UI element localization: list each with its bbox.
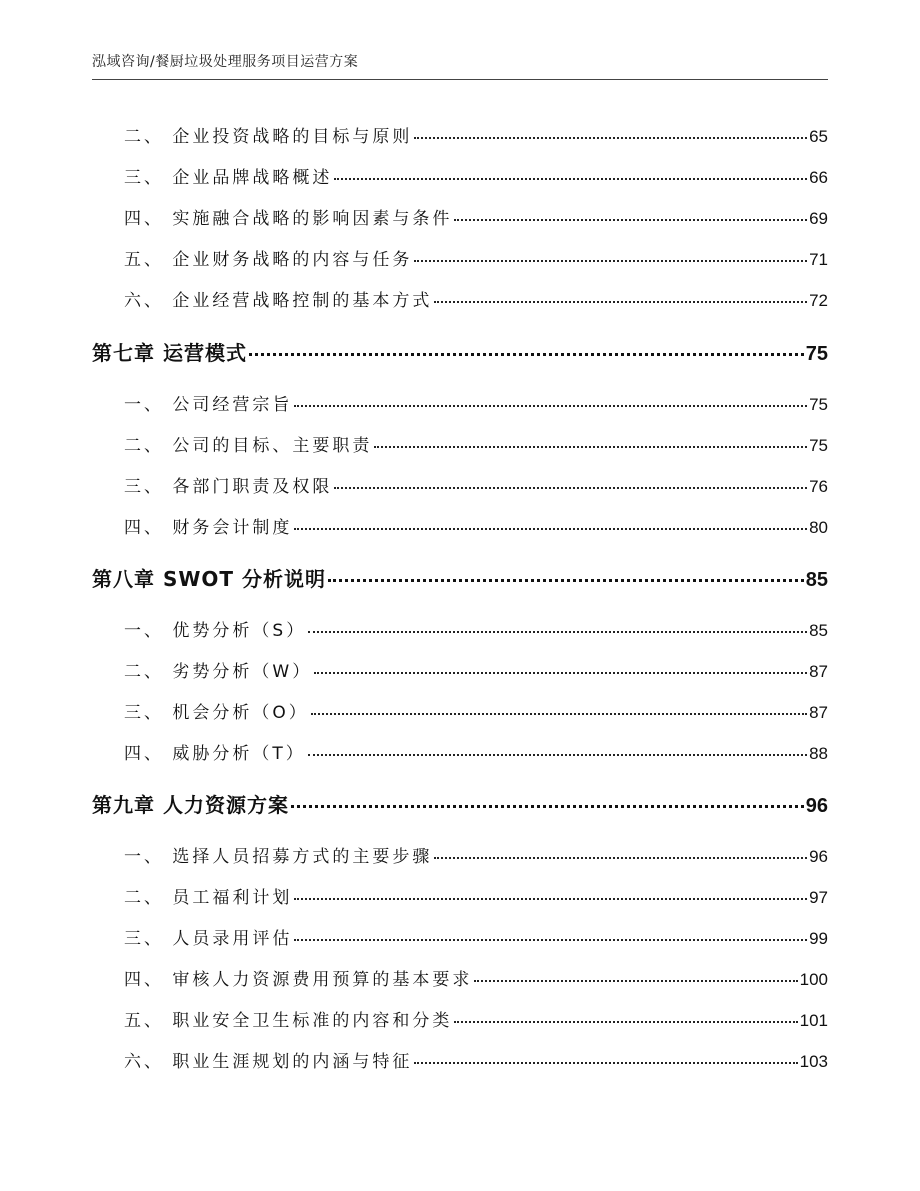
- toc-leader: [294, 938, 807, 941]
- toc-entry-label: 三、 各部门职责及权限: [124, 477, 333, 497]
- toc-chapter[interactable]: [92, 563, 828, 592]
- toc-entry-label: 四、 威胁分析（T）: [124, 744, 306, 764]
- toc-chapter-label: 第九章 人力资源方案: [92, 793, 289, 817]
- toc-entry-page: 65: [809, 127, 828, 146]
- toc-entry[interactable]: [124, 245, 828, 270]
- toc-entry-label: 一、 优势分析（S）: [124, 621, 307, 641]
- toc-entry-page: 75: [809, 395, 828, 414]
- toc-entry-page: 72: [809, 291, 828, 310]
- toc-entry-label: 二、 企业投资战略的目标与原则: [124, 127, 413, 147]
- toc-entry[interactable]: [124, 1006, 828, 1031]
- toc-entry[interactable]: [124, 698, 828, 723]
- toc-entry-label: 四、 财务会计制度: [124, 518, 293, 538]
- toc-entry-page: 76: [809, 477, 828, 496]
- toc-chapter-page: 96: [805, 795, 828, 817]
- toc-entry-label: 二、 劣势分析（W）: [124, 662, 313, 682]
- toc-entry-label: 五、 职业安全卫生标准的内容和分类: [124, 1011, 453, 1031]
- toc-leader: [414, 1061, 797, 1064]
- toc-entry-page: 103: [799, 1052, 828, 1071]
- toc-entry[interactable]: [124, 472, 828, 497]
- toc-entry-page: 100: [799, 970, 828, 989]
- toc-leader: [249, 352, 804, 356]
- toc-entry-label: 六、 企业经营战略控制的基本方式: [124, 291, 433, 311]
- toc-entry-label: 二、 员工福利计划: [124, 888, 293, 908]
- toc-chapter-page: 75: [805, 343, 828, 365]
- toc-entry[interactable]: [124, 204, 828, 229]
- toc-entry-label: 六、 职业生涯规划的内涵与特征: [124, 1052, 413, 1072]
- header-rule: [92, 79, 828, 80]
- toc-leader: [334, 486, 807, 489]
- toc-entry[interactable]: [124, 883, 828, 908]
- toc-leader: [474, 979, 797, 982]
- toc-leader: [328, 578, 804, 582]
- toc-entry[interactable]: [124, 924, 828, 949]
- toc-entry-label: 四、 实施融合战略的影响因素与条件: [124, 209, 453, 229]
- toc-leader: [308, 630, 807, 633]
- toc-leader: [294, 527, 807, 530]
- toc-entry-page: 99: [809, 929, 828, 948]
- toc-entry-label: 一、 公司经营宗旨: [124, 395, 293, 415]
- toc-entry[interactable]: [124, 286, 828, 311]
- toc-leader: [414, 136, 807, 139]
- toc-leader: [294, 897, 807, 900]
- toc-entry[interactable]: [124, 842, 828, 867]
- toc-entry-label: 三、 企业品牌战略概述: [124, 168, 333, 188]
- toc-chapter-label: 第八章 SWOT 分析说明: [92, 567, 327, 591]
- toc-entry-page: 101: [799, 1011, 828, 1030]
- toc-entry-page: 66: [809, 168, 828, 187]
- toc-entry-page: 87: [809, 703, 828, 722]
- toc-entry[interactable]: [124, 513, 828, 538]
- toc-leader: [414, 259, 807, 262]
- toc-leader: [291, 804, 804, 808]
- toc-leader: [374, 445, 807, 448]
- toc-entry[interactable]: [124, 657, 828, 682]
- toc-leader: [334, 177, 807, 180]
- toc-entry[interactable]: [124, 390, 828, 415]
- toc-entry-label: 一、 选择人员招募方式的主要步骤: [124, 847, 433, 867]
- toc-entry[interactable]: [124, 616, 828, 641]
- toc-entry-label: 四、 审核人力资源费用预算的基本要求: [124, 970, 473, 990]
- toc-entry-label: 三、 机会分析（O）: [124, 703, 309, 723]
- toc-entry[interactable]: [124, 431, 828, 456]
- toc-entry[interactable]: [124, 163, 828, 188]
- toc-entry[interactable]: [124, 1047, 828, 1072]
- toc-entry-label: 二、 公司的目标、主要职责: [124, 436, 373, 456]
- toc-chapter-page: 85: [805, 569, 828, 591]
- toc-leader: [311, 712, 807, 715]
- toc-chapter[interactable]: [92, 789, 828, 818]
- toc-entry-page: 80: [809, 518, 828, 537]
- toc-leader: [434, 300, 807, 303]
- toc-leader: [294, 404, 807, 407]
- toc-leader: [454, 1020, 797, 1023]
- toc-entry-page: 85: [809, 621, 828, 640]
- toc-entry-page: 71: [809, 250, 828, 269]
- toc-entry-page: 97: [809, 888, 828, 907]
- toc-entry-label: 三、 人员录用评估: [124, 929, 293, 949]
- toc-chapter[interactable]: [92, 337, 828, 366]
- toc-entry[interactable]: [124, 965, 828, 990]
- toc-entry-page: 69: [809, 209, 828, 228]
- toc-entry[interactable]: [124, 122, 828, 147]
- toc-chapter-label: 第七章 运营模式: [92, 341, 247, 365]
- toc-entry-page: 75: [809, 436, 828, 455]
- toc-leader: [314, 671, 807, 674]
- toc-leader: [434, 856, 807, 859]
- toc-entry-page: 88: [809, 744, 828, 763]
- toc-entry-page: 96: [809, 847, 828, 866]
- toc-leader: [454, 218, 807, 221]
- running-header: 泓域咨询/餐厨垃圾处理服务项目运营方案: [92, 54, 359, 70]
- toc-entry[interactable]: [124, 739, 828, 764]
- toc-entry-label: 五、 企业财务战略的内容与任务: [124, 250, 413, 270]
- toc-entry-page: 87: [809, 662, 828, 681]
- toc-leader: [308, 753, 807, 756]
